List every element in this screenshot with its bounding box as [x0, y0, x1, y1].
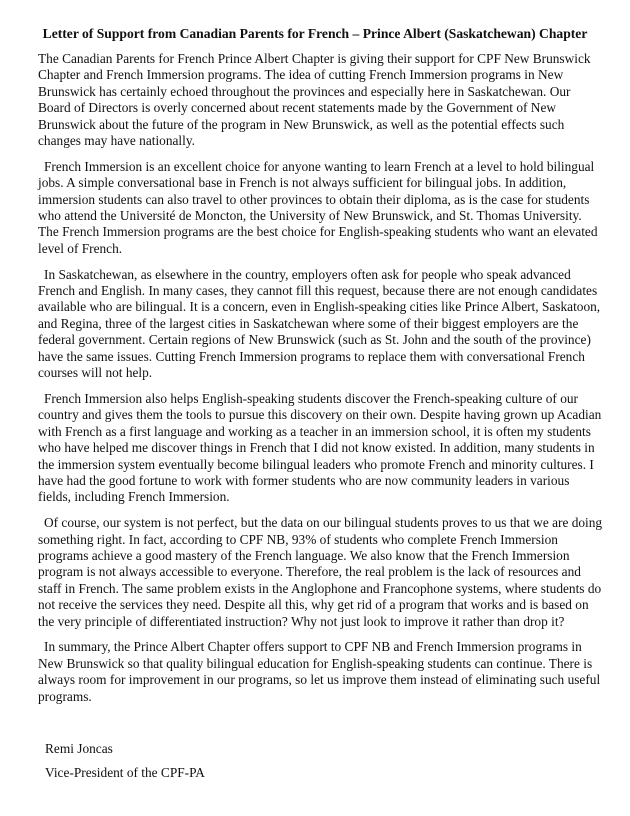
paragraph-5: Of course, our system is not perfect, but the data on our bilingual students proves to us that we are doing something right. In fact, according to CPF NB, 93% of students who complete French Immersion programs achieve a good mastery of the French language. We also know that the French Immersion program is not always accessible to everyone. Therefore, the real problem is the lack of resources and staff in French. The same problem exists in the Anglophone and Francophone systems, where students do not receive the services they need. Despite all this, why get rid of a program that works and is based on the very principle of differentiated instruction? Why not just look to improve it rather than drop it?: [38, 515, 603, 629]
paragraph-3: In Saskatchewan, as elsewhere in the country, employers often ask for people who speak advanced French and English. In many cases, they cannot fill this request, because there are not enough candidates available who are bilingual. It is a concern, even in English-speaking cities like Prince Albert, Saskatoon, and Regina, three of the largest cities in Saskatchewan where some of their biggest employers are the federal government. Certain regions of New Brunswick (such as St. John and the south of the province) have the same issues. Cutting French Immersion programs to replace them with conversational French courses will not help.: [38, 266, 601, 381]
paragraph-1: The Canadian Parents for French Prince Albert Chapter is giving their support for CPF New Brunswick Chapter and French Immersion programs. The idea of cutting French Immersion programs in New Brunswick has certainly echoed throughout the provinces and especially here in Saskatchewan. Our Board of Directors is overly concerned about recent statements made by the Government of New Brunswick about the future of the program in New Brunswick, as well as the potential effects such changes may have nationally.: [38, 51, 591, 149]
paragraph-6: In summary, the Prince Albert Chapter offers support to CPF NB and French Immersion programs in New Brunswick so that quality bilingual education for English-speaking students can continue. There is always room for improvement in our programs, so let us improve them instead of eliminating such useful programs.: [38, 639, 601, 704]
paragraph-2: French Immersion is an excellent choice for anyone wanting to learn French at a level to hold bilingual jobs. A simple conversational base in French is not always sufficient for bilingual jobs. In addition, immersion students can also travel to other provinces to obtain their diploma, as is the case for students who attend the Université de Moncton, the University of New Brunswick, and St. Thomas University. The French Immersion programs are the best choice for English-speaking students who want an elevated level of French.: [38, 158, 598, 256]
letter-body: [38, 51, 604, 714]
paragraph-4: French Immersion also helps English-speaking students discover the French-speaking culture of our country and gives them the tools to pursue this discovery on their own. Despite having grown up Acadian with French as a first language and working as a teacher in an immersion school, it is often my students who have helped me discover things in French that I did not know existed. In addition, many students in the immersion system eventually become bilingual leaders who promote French and minority cultures. I have had the good fortune to work with former students who are now community leaders in various fields, including French Immersion.: [38, 390, 602, 505]
signature-block: [45, 741, 205, 790]
signatory-role: Vice-President of the CPF-PA: [45, 765, 205, 781]
letter-title: Letter of Support from Canadian Parents for French – Prince Albert (Saskatchewan) Chapter: [42, 26, 588, 41]
signatory-name: Remi Joncas: [45, 741, 113, 756]
